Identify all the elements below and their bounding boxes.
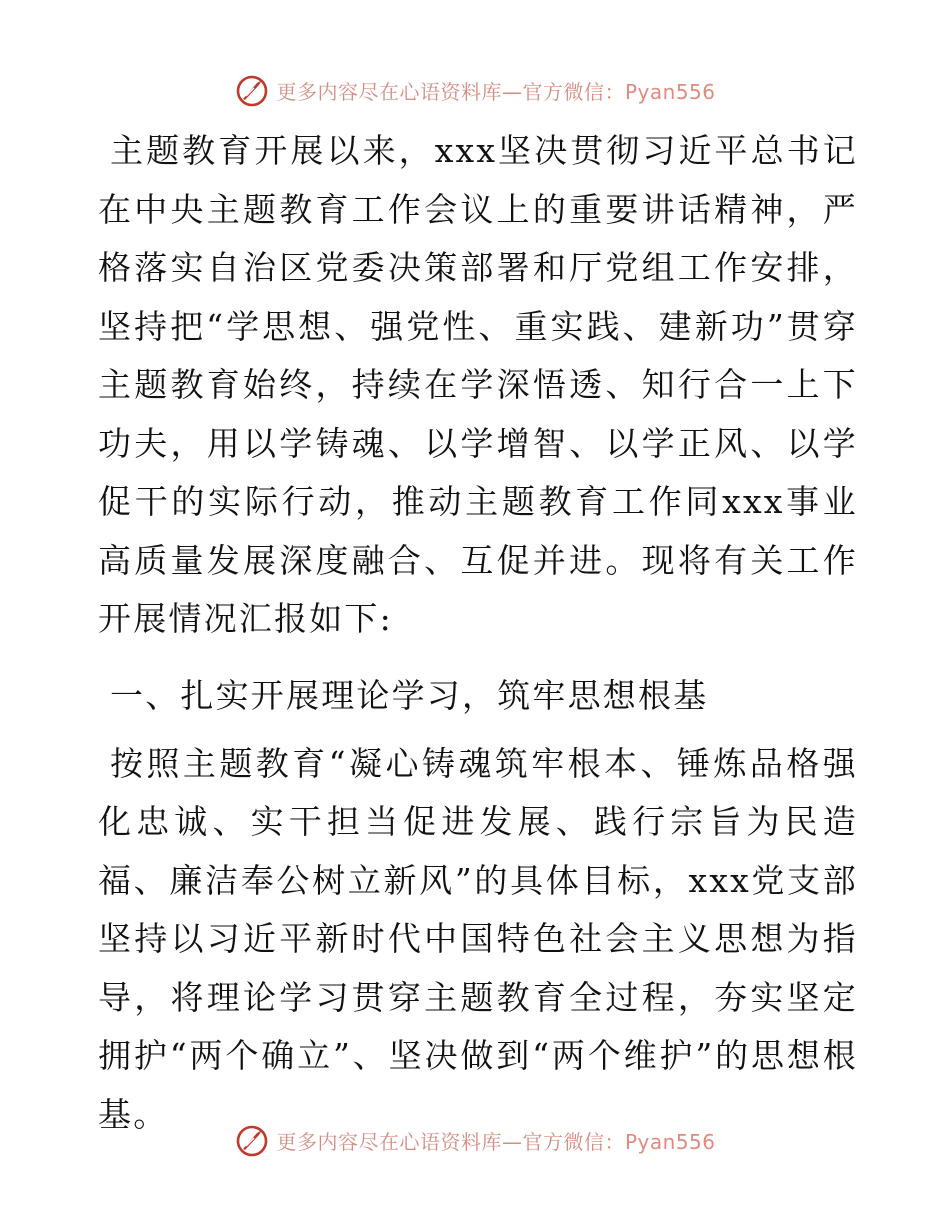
section-heading-1: 一、扎实开展理论学习，筑牢思想根基 — [110, 675, 709, 715]
document-body — [98, 122, 858, 1144]
watermark-wechat-id: Pyan556 — [624, 1129, 716, 1154]
quill-logo-icon — [234, 1122, 270, 1158]
footer-watermark — [0, 1120, 950, 1160]
paragraph-intro: 主题教育开展以来，xxx坚决贯彻习近平总书记在中央主题教育工作会议上的重要讲话精神，严格落实自治区党委决策部署和厅党组工作安排，坚持把“学思想、强党性、重实践、建新功”贯穿主题教育始终，持续在学深悟透、知行合一上下功夫，用以学铸魂、以学增智、以学正风、以学促干的实际行动，推动主题教育工作同xxx事业高质量发展深度融合、互促并进。现将有关工作开展情况汇报如下: — [98, 131, 858, 638]
watermark-label: 更多内容尽在心语资料库—官方微信： — [276, 1129, 625, 1154]
header-watermark — [0, 70, 950, 110]
quill-logo-icon — [234, 72, 270, 108]
watermark-wechat-id: Pyan556 — [624, 79, 716, 104]
watermark-text — [276, 76, 715, 105]
watermark-label: 更多内容尽在心语资料库—官方微信： — [276, 79, 625, 104]
paragraph-section-1: 按照主题教育“凝心铸魂筑牢根本、锤炼品格强化忠诚、实干担当促进发展、践行宗旨为民造福、廉洁奉公树立新风”的具体目标，xxx党支部坚持以习近平新时代中国特色社会主义思想为指导，将理论学习贯穿主题教育全过程，夯实坚定拥护“两个确立”、坚决做到“两个维护”的思想根基。 — [98, 743, 858, 1134]
watermark-text — [276, 1126, 715, 1155]
